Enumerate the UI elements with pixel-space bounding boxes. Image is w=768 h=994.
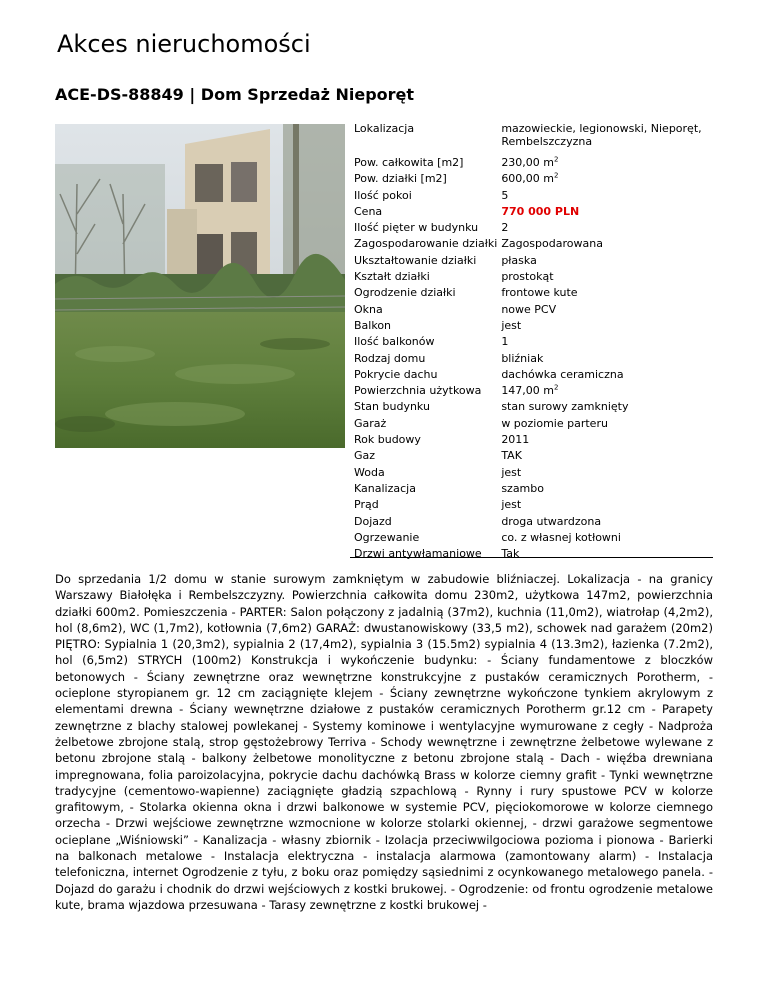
spec-value-text: 1 [501,335,509,349]
spec-label: Pokrycie dachu [354,367,438,381]
spec-value [497,497,713,513]
spec-label: Balkon [354,318,392,332]
spec-value [497,334,713,350]
spec-row [350,334,713,350]
unit-superscript: 2 [554,155,559,164]
spec-value [497,351,713,367]
spec-value [497,432,713,448]
property-photo [55,124,345,448]
spec-row [350,367,713,383]
spec-row [350,399,713,415]
spec-row [350,269,713,285]
spec-label: Pow. całkowita [m2] [354,156,464,169]
unit-superscript: 2 [554,171,559,180]
spec-value [497,188,713,204]
spec-label: Ilość pokoi [354,188,412,202]
spec-value [497,399,713,415]
spec-label: Ukształtowanie działki [354,253,477,267]
spec-value [497,318,713,334]
spec-row [350,302,713,318]
spec-label: Gaz [354,449,376,463]
spec-label: Stan budynku [354,400,430,414]
spec-value-text: 2 [501,221,509,235]
spec-value [497,119,713,155]
spec-label: Prąd [354,498,379,512]
spec-label: Cena [354,204,383,218]
spec-row [350,448,713,464]
spec-value-text: prostokąt [501,270,554,284]
spec-value [497,171,713,187]
spec-value-text: bliźniak [501,351,544,365]
spec-value [497,530,713,546]
spec-value-text: dachówka ceramiczna [501,367,624,381]
spec-row [350,546,713,562]
spec-value-text: jest [501,318,522,332]
spec-value-text: co. z własnej kotłowni [501,530,621,544]
spec-row [350,204,713,220]
spec-value-text: 2011 [501,433,530,447]
spec-value-text: jest [501,465,522,479]
site-brand: Akces nieruchomości [57,30,311,58]
spec-value-text: w poziomie parteru [501,416,608,430]
specs-bottom-rule [350,557,713,558]
spec-value-text: 147,00 m [501,384,555,398]
spec-label: Dojazd [354,514,392,528]
spec-label: Ilość balkonów [354,335,435,349]
spec-value-text: Zagospodarowana [501,237,603,251]
spec-value [497,253,713,269]
spec-row [350,155,713,171]
spec-value-text: stan surowy zamknięty [501,400,629,414]
spec-row [350,188,713,204]
spec-value [497,302,713,318]
spec-row [350,514,713,530]
spec-value [497,448,713,464]
spec-label: Ogrzewanie [354,530,420,544]
spec-value [497,465,713,481]
spec-value-text: nowe PCV [501,302,557,316]
spec-value-text: droga utwardzona [501,514,602,528]
spec-value-text: jest [501,498,522,512]
spec-value-text: płaska [501,253,537,267]
spec-label: Powierzchnia użytkowa [354,384,482,398]
spec-row [350,351,713,367]
listing-title: ACE-DS-88849 | Dom Sprzedaż Nieporęt [55,85,415,104]
spec-label: Drzwi antywłamaniowe [354,547,482,561]
spec-label: Ilość pięter w budynku [354,221,479,235]
spec-value-text: 770 000 PLN [501,204,580,218]
spec-row [350,119,713,155]
spec-label: Garaż [354,416,387,430]
spec-value-text: mazowieckie, legionowski, Nieporęt, Rembelszczyzna [501,122,702,148]
spec-value-text: Tak [501,547,520,561]
spec-label: Woda [354,465,385,479]
spec-label: Kanalizacja [354,481,416,495]
listing-description: Do sprzedania 1/2 domu w stanie surowym zamkniętym w zabudowie bliźniaczej. Lokalizacja - na granicy Warszawy Białołęka i Rembelszczyzny. Powierzchnia całkowita domu 230m2, użytkowa 147m2, powierzchnia działki 600m2. Pomieszczenia - PARTER: Salon połączony z jadalnią (37m2), kuchnia (11,0m2), wiatrołap (4,2m2), hol (8,6m2), WC (1,7m2), kotłownia (7,6m2) GARAŻ: dwustanowiskowy (33,5 m2), schowek nad garażem (20m2) PIĘTRO: Sypialnia 1 (20,3m2), sypialnia 2 (17,4m2), sypialnia 3 (15.5m2) sypialnia 4 (13.3m2), łazienka (7.2m2), hol (6,5m2) STRYCH (100m2) Konstrukcja i wykończenie budynku: - Ściany fundamentowe z bloczków betonowych - Ściany zewnętrzne oraz wewnętrzne konstrukcyjne z pustaków ceramicznych Porotherm, - ocieplone styropianem gr. 12 cm zaciągnięte klejem - Ściany zewnętrzne wykończone tynkiem akrylowym z elementami drewna - Ściany wewnętrzne działowe z pustaków ceramicznych Porotherm gr.12 cm - Parapety zewnętrzne z blachy stalowej powlekanej - Systemy kominowe i wentylacyjne wymurowane z cegły - Nadproża żelbetowe zbrojone stalą, strop gęstożebrowy Terriva - Schody wewnętrzne i zewnętrzne żelbetowe wylewane z betonu zbrojone stalą - balkony żelbetowe monolityczne z betonu zbrojone stalą - Dach - więźba drewniana impregnowana, folia paroizolacyjna, pokrycie dachu dachówką Brass w kolorze ciemny grafit - Tynki wewnętrzne tradycyjne (cementowo-wapienne) zaciągnięte gładzią szpachlową - Rynny i rury spustowe PCV w kolorze grafitowym, - Stolarka okienna okna i drzwi balkonowe w systemie PCV, pięciokomorowe w kolorze ciemnego orzecha - Drzwi wejściowe zewnętrzne wzmocnione w kolorze stolarki okiennej, - drzwi garażowe segmentowe ocieplane „Wiśniowski” - Kanalizacja - własny zbiornik - Izolacja przeciwwilgociowa pozioma i pionowa - Barierki na balkonach metalowe - Instalacja elektryczna - instalacja alarmowa (zamontowany alarm) - Instalacja telefoniczna, internet Ogrodzenie z tyłu, z boku oraz pomiędzy sąsiednimi z ocynkowanego metalowego panela. - Dojazd do garażu i chodnik do drzwi wejściowych z kostki brukowej. - Ogrodzenie: od frontu ogrodzenie metalowe kute, brama wjazdowa przesuwana - Tarasy zewnętrzne z kostki brukowej - [55,572,713,912]
spec-row [350,236,713,252]
spec-value-text: 5 [501,188,509,202]
spec-row [350,220,713,236]
property-specs-table [350,119,713,562]
spec-value-text: TAK [501,449,522,463]
spec-row [350,530,713,546]
spec-label: Zagospodarowanie działki [354,237,498,251]
spec-row [350,253,713,269]
spec-value [497,155,713,171]
spec-value-text: frontowe kute [501,286,578,300]
spec-value [497,220,713,236]
spec-row [350,432,713,448]
spec-label: Rok budowy [354,433,421,447]
spec-row [350,416,713,432]
spec-value [497,416,713,432]
spec-value [497,285,713,301]
spec-value [497,204,713,220]
spec-label: Ogrodzenie działki [354,286,456,300]
spec-row [350,285,713,301]
spec-label: Lokalizacja [354,122,415,135]
spec-value [497,383,713,399]
spec-row [350,497,713,513]
unit-superscript: 2 [554,383,559,392]
spec-label: Kształt działki [354,270,430,284]
spec-row [350,171,713,187]
spec-row [350,481,713,497]
spec-value [497,269,713,285]
spec-value-text: 600,00 m [501,172,555,186]
spec-row [350,465,713,481]
spec-value-text: 230,00 m [501,156,555,169]
spec-row [350,318,713,334]
spec-label: Okna [354,302,383,316]
spec-value-text: szambo [501,481,544,495]
spec-value [497,514,713,530]
spec-value [497,481,713,497]
spec-value [497,546,713,562]
spec-value [497,236,713,252]
spec-label: Rodzaj domu [354,351,426,365]
spec-value [497,367,713,383]
spec-label: Pow. działki [m2] [354,172,447,186]
spec-row [350,383,713,399]
